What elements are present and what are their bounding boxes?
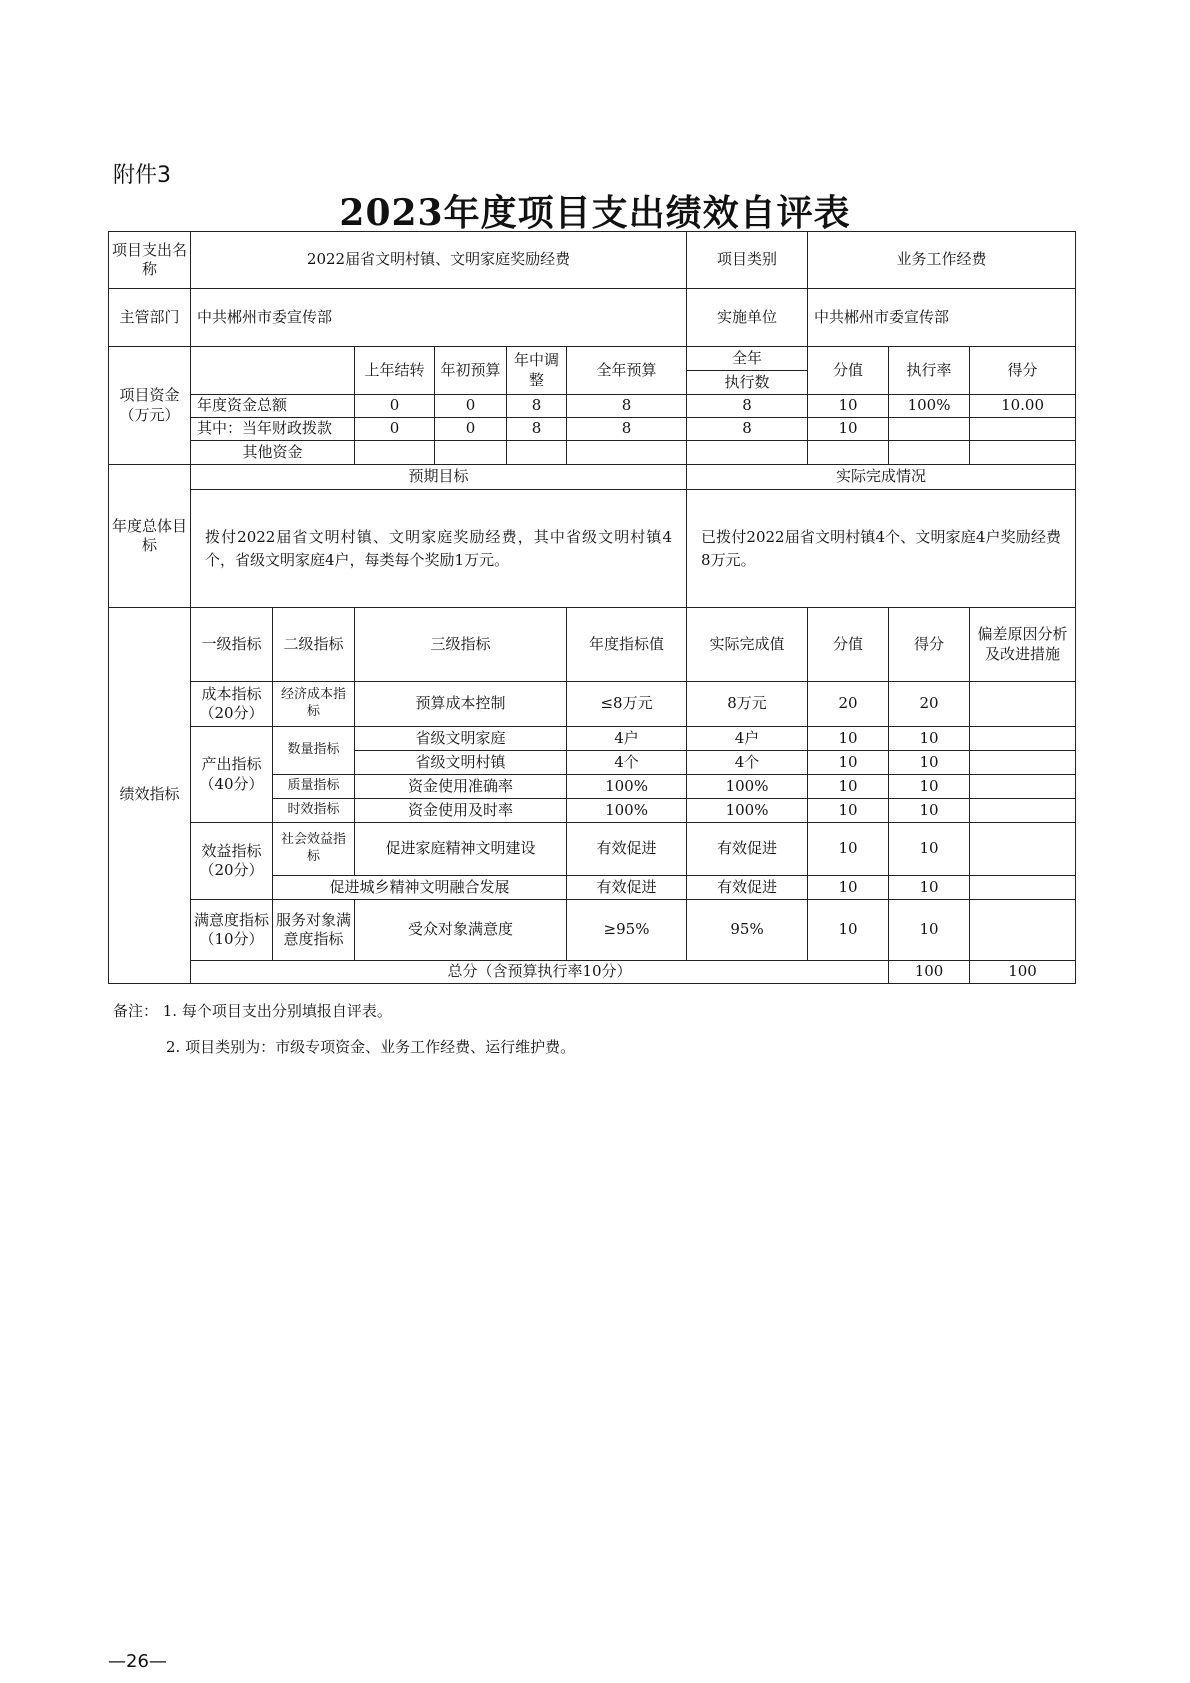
funds-cell: 8: [567, 395, 687, 418]
ind-target: 100%: [567, 799, 687, 823]
funds-cell: 10: [808, 395, 889, 418]
ind-score-value: 10: [808, 751, 889, 775]
impl-value: 中共郴州市委宣传部: [808, 289, 1076, 347]
ind-header-l3: 三级指标: [355, 608, 567, 682]
performance-table: [108, 231, 1076, 984]
ind-l3: 预算成本控制: [355, 682, 567, 727]
funds-header-score: 得分: [970, 347, 1076, 395]
indicators-label: 绩效指标: [109, 608, 191, 984]
ind-l3: 受众对象满意度: [355, 900, 567, 961]
funds-cell: [889, 418, 970, 441]
goals-actual: 已拨付2022届省文明村镇4个、文明家庭4户奖励经费8万元。: [687, 490, 1076, 608]
ind-score-value: 10: [808, 876, 889, 900]
ind-target: 4户: [567, 727, 687, 751]
funds-row-label: 其他资金: [191, 441, 355, 465]
ind-score: 20: [889, 682, 970, 727]
ind-l3: 资金使用准确率: [355, 775, 567, 799]
funds-cell: [970, 418, 1076, 441]
funds-cell: 8: [507, 418, 567, 441]
project-name-label: 项目支出名称: [109, 232, 191, 289]
notes: [113, 993, 575, 1065]
attachment-label: 附件3: [113, 163, 171, 188]
ind-actual: 95%: [687, 900, 808, 961]
page-number: —26—: [108, 1651, 167, 1672]
goals-expected: 拨付2022届省文明村镇、文明家庭奖励经费，其中省级文明村镇4个，省级文明家庭4户，每类每个奖励1万元。: [191, 490, 687, 608]
ind-score-value: 10: [808, 727, 889, 751]
ind-target: ≤8万元: [567, 682, 687, 727]
note-line-2: 2. 项目类别为：市级专项资金、业务工作经费、运行维护费。: [166, 1038, 576, 1056]
funds-cell: [687, 441, 808, 465]
ind-score-value: 10: [808, 900, 889, 961]
funds-cell: 0: [355, 418, 435, 441]
ind-sub-satisfaction: 服务对象满意度指标: [273, 900, 355, 961]
funds-header-exec-bottom: 执行数: [687, 371, 808, 395]
ind-score: 10: [889, 876, 970, 900]
ind-actual: 8万元: [687, 682, 808, 727]
ind-sub-quality: 质量指标: [273, 775, 355, 799]
ind-score-value: 10: [808, 799, 889, 823]
goals-actual-header: 实际完成情况: [687, 465, 1076, 490]
ind-l3: 省级文明村镇: [355, 751, 567, 775]
funds-row: [109, 418, 1076, 441]
total-score: 100: [970, 961, 1076, 984]
funds-cell: [808, 441, 889, 465]
project-category: 业务工作经费: [808, 232, 1076, 289]
ind-target: 有效促进: [567, 876, 687, 900]
indicator-row: [109, 727, 1076, 751]
ind-header-actual: 实际完成值: [687, 608, 808, 682]
ind-group-satisfaction: 满意度指标（10分）: [191, 900, 273, 961]
funds-header-blank: [191, 347, 355, 395]
ind-reason: [970, 799, 1076, 823]
ind-l3: 促进城乡精神文明融合发展: [273, 876, 567, 900]
ind-actual: 4个: [687, 751, 808, 775]
dept-label: 主管部门: [109, 289, 191, 347]
ind-l3: 促进家庭精神文明建设: [355, 823, 567, 876]
ind-group-output: 产出指标（40分）: [191, 727, 273, 823]
goals-expected-header: 预期目标: [191, 465, 687, 490]
ind-score-value: 10: [808, 823, 889, 876]
indicator-row: [109, 823, 1076, 876]
total-score-value: 100: [889, 961, 970, 984]
funds-row: [109, 441, 1076, 465]
ind-reason: [970, 876, 1076, 900]
funds-header-rate: 执行率: [889, 347, 970, 395]
ind-reason: [970, 727, 1076, 751]
funds-cell: 0: [355, 395, 435, 418]
funds-cell: 8: [507, 395, 567, 418]
ind-score: 10: [889, 823, 970, 876]
funds-row-label: 其中：当年财政拨款: [191, 418, 355, 441]
funds-cell: [435, 441, 507, 465]
ind-sub-qty: 数量指标: [273, 727, 355, 775]
ind-actual: 100%: [687, 799, 808, 823]
ind-header-reason: 偏差原因分析及改进措施: [970, 608, 1076, 682]
ind-sub-time: 时效指标: [273, 799, 355, 823]
funds-cell: 8: [567, 418, 687, 441]
ind-target: 4个: [567, 751, 687, 775]
goals-label: 年度总体目标: [109, 465, 191, 608]
funds-header-mid: 年中调整: [507, 347, 567, 395]
ind-actual: 有效促进: [687, 876, 808, 900]
ind-header-score-value: 分值: [808, 608, 889, 682]
ind-score: 10: [889, 900, 970, 961]
funds-row-label: 年度资金总额: [191, 395, 355, 418]
funds-cell: 10.00: [970, 395, 1076, 418]
indicator-row: [109, 682, 1076, 727]
ind-target: 有效促进: [567, 823, 687, 876]
ind-header-score: 得分: [889, 608, 970, 682]
indicator-row: [109, 900, 1076, 961]
ind-header-l2: 二级指标: [273, 608, 355, 682]
ind-actual: 有效促进: [687, 823, 808, 876]
ind-target: ≥95%: [567, 900, 687, 961]
ind-target: 100%: [567, 775, 687, 799]
total-row: [109, 961, 1076, 984]
funds-cell: 8: [687, 395, 808, 418]
ind-reason: [970, 900, 1076, 961]
ind-sub-benefit: 社会效益指标: [273, 823, 355, 876]
ind-group-benefit: 效益指标（20分）: [191, 823, 273, 900]
ind-l3: 资金使用及时率: [355, 799, 567, 823]
ind-score-value: 20: [808, 682, 889, 727]
funds-cell: [889, 441, 970, 465]
ind-header-target: 年度指标值: [567, 608, 687, 682]
ind-score-value: 10: [808, 775, 889, 799]
ind-reason: [970, 775, 1076, 799]
funds-header-exec-top: 全年: [687, 347, 808, 371]
ind-sub-cost: 经济成本指标: [273, 682, 355, 727]
ind-score: 10: [889, 775, 970, 799]
ind-score: 10: [889, 751, 970, 775]
ind-l3: 省级文明家庭: [355, 727, 567, 751]
ind-actual: 100%: [687, 775, 808, 799]
ind-actual: 4户: [687, 727, 808, 751]
impl-label: 实施单位: [687, 289, 808, 347]
dept-value: 中共郴州市委宣传部: [191, 289, 687, 347]
ind-reason: [970, 823, 1076, 876]
funds-cell: 10: [808, 418, 889, 441]
funds-cell: [355, 441, 435, 465]
funds-header-prev: 上年结转: [355, 347, 435, 395]
funds-cell: 0: [435, 395, 507, 418]
ind-reason: [970, 751, 1076, 775]
funds-row: [109, 395, 1076, 418]
funds-header-init: 年初预算: [435, 347, 507, 395]
funds-cell: [507, 441, 567, 465]
project-category-label: 项目类别: [687, 232, 808, 289]
ind-reason: [970, 682, 1076, 727]
funds-cell: 0: [435, 418, 507, 441]
funds-cell: 8: [687, 418, 808, 441]
funds-cell: [567, 441, 687, 465]
ind-score: 10: [889, 799, 970, 823]
ind-score: 10: [889, 727, 970, 751]
note-line-1: 备注： 1. 每个项目支出分别填报自评表。: [113, 1002, 392, 1020]
funds-cell: 100%: [889, 395, 970, 418]
funds-header-full: 全年预算: [567, 347, 687, 395]
funds-header-score-value: 分值: [808, 347, 889, 395]
ind-header-l1: 一级指标: [191, 608, 273, 682]
funds-cell: [970, 441, 1076, 465]
page-title: 2023年度项目支出绩效自评表: [339, 192, 851, 234]
funds-label: 项目资金（万元）: [109, 347, 191, 465]
total-label: 总分（含预算执行率10分）: [191, 961, 889, 984]
project-name: 2022届省文明村镇、文明家庭奖励经费: [191, 232, 687, 289]
ind-group-cost: 成本指标（20分）: [191, 682, 273, 727]
